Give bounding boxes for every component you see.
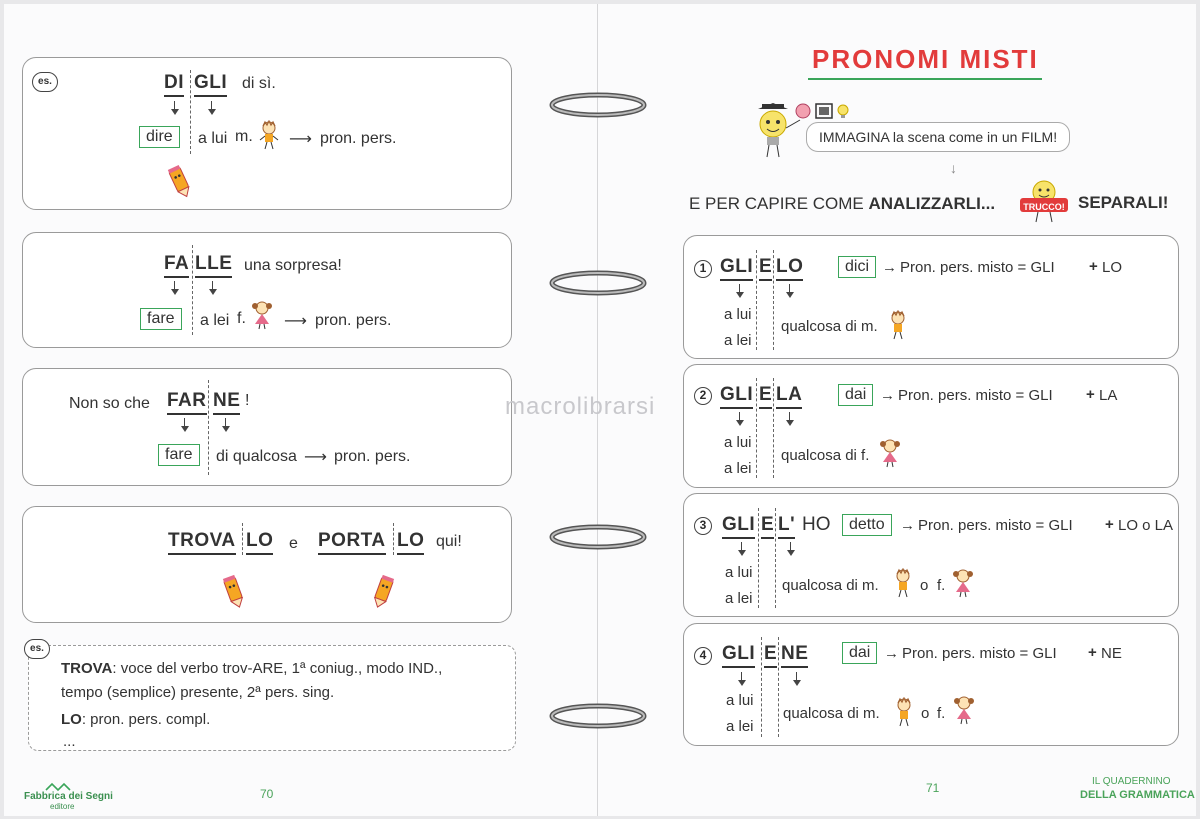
boy-icon <box>887 310 909 340</box>
trick-suffix: SEPARALI! <box>1078 193 1169 212</box>
trick-bold: ANALIZZARLI... <box>868 194 996 213</box>
gender-label: f. <box>937 705 946 722</box>
plus-sign: + <box>1089 258 1098 275</box>
arrow-down-icon <box>737 542 747 556</box>
gender-label: f. <box>237 310 246 327</box>
analysis-text: : voce del verbo trov-ARE, 1ª coniug., modo IND., <box>112 660 443 677</box>
speech-es-icon: es. <box>24 639 50 659</box>
arrow-down-icon <box>785 284 795 298</box>
analysis-line-1 <box>61 660 442 677</box>
girl-icon <box>953 695 975 725</box>
word-part: E <box>764 643 777 668</box>
publisher-sub: editore <box>50 802 75 811</box>
arrow-down-icon <box>735 284 745 298</box>
sentence-rest: di sì. <box>242 75 276 92</box>
rule-end: NE <box>1101 645 1122 662</box>
result-label: pron. pers. <box>334 448 411 465</box>
rule-end: LO o LA <box>1118 517 1174 534</box>
boy-icon <box>893 697 915 727</box>
pronoun-target: a lui <box>198 130 228 147</box>
rule-end: LA <box>1099 387 1118 404</box>
direct-object: qualcosa di m. <box>781 318 878 335</box>
arrow-right-icon: → <box>880 387 895 404</box>
divider <box>756 378 757 478</box>
example-box-trovalo <box>22 506 512 623</box>
verb-box: fare <box>140 308 182 330</box>
word-part: HO <box>802 514 831 535</box>
ring-binder-icon <box>548 524 648 550</box>
rule-desc: Pron. pers. misto = GLI <box>900 259 1055 276</box>
rule-desc: Pron. pers. misto = GLI <box>918 517 1073 534</box>
word-part: GLI <box>720 256 753 281</box>
word-part: L' <box>778 514 795 539</box>
film-icon <box>794 102 854 120</box>
result-label: pron. pers. <box>315 312 392 329</box>
word-part: E <box>759 384 772 409</box>
verb-box: fare <box>158 444 200 466</box>
pencil-mascot-icon <box>368 574 398 610</box>
indirect-2: a lei <box>724 332 752 349</box>
divider <box>190 70 191 154</box>
boy-icon <box>892 568 914 598</box>
word-part: E <box>759 256 772 281</box>
word-part: LA <box>776 384 802 409</box>
indirect-2: a lei <box>725 590 753 607</box>
word-part: LO <box>246 530 273 555</box>
direct-object: qualcosa di m. <box>783 705 880 722</box>
arrow-down-icon <box>786 542 796 556</box>
word-part: DI <box>164 72 184 97</box>
analysis-term: TROVA <box>61 660 113 677</box>
rule-end: LO <box>1102 259 1123 276</box>
arrow-right-icon: → <box>882 259 897 276</box>
word-part: GLI <box>722 643 755 668</box>
rule-box-4 <box>683 623 1179 746</box>
word-part: GLI <box>194 72 227 97</box>
word-part: FAR <box>167 390 207 415</box>
rule-box-2 <box>683 364 1179 488</box>
speech-es-icon: es. <box>32 72 58 92</box>
analysis-line-3 <box>61 711 210 728</box>
publisher-name: Fabbrica dei Segni <box>24 791 113 802</box>
analysis-ellipsis: ... <box>63 733 76 750</box>
trucco-badge-icon <box>1018 178 1070 224</box>
analysis-text: : pron. pers. compl. <box>81 711 211 728</box>
page-title: PRONOMI MISTI <box>812 44 1039 74</box>
rule-desc: Pron. pers. misto = GLI <box>898 387 1053 404</box>
word-part: LLE <box>195 253 232 278</box>
verb-box: dai <box>838 384 873 406</box>
arrow-right-icon: ⟶ <box>289 131 312 148</box>
divider <box>761 637 762 737</box>
verb-box: dai <box>842 642 877 664</box>
divider <box>773 378 774 478</box>
arrow-down-icon <box>735 412 745 426</box>
word-part: LO <box>397 530 424 555</box>
row-number: 1 <box>694 260 712 278</box>
trick-badge-label: TRUCCO! <box>1023 202 1065 212</box>
rule-desc: Pron. pers. misto = GLI <box>902 645 1057 662</box>
row-number: 4 <box>694 647 712 665</box>
analysis-line-2: tempo (semplice) presente, 2ª pers. sing. <box>61 684 335 701</box>
arrow-right-icon: ⟶ <box>304 449 327 466</box>
girl-icon <box>952 568 974 598</box>
speech-bubble: IMMAGINA la scena come in un FILM! <box>806 122 1070 152</box>
or-label: o <box>921 705 930 722</box>
divider <box>775 508 776 608</box>
arrow-right-icon: ⟶ <box>284 313 307 330</box>
arrow-down-icon <box>170 281 180 295</box>
pencil-mascot-icon <box>165 164 195 200</box>
indirect-2: a lei <box>726 718 754 735</box>
word-part: E <box>761 514 774 539</box>
pronoun-target: a lei <box>200 312 230 329</box>
example-box-falle <box>22 232 512 348</box>
arrow-down-icon <box>180 418 190 432</box>
indirect-1: a lui <box>724 306 752 323</box>
arrow-down-icon <box>170 101 180 115</box>
arrow-down-icon <box>221 418 231 432</box>
direct-object: qualcosa di f. <box>781 447 870 464</box>
divider <box>242 523 243 555</box>
arrow-right-icon: → <box>900 517 915 534</box>
verb-box: dire <box>139 126 180 148</box>
pronoun-target: di qualcosa <box>216 448 297 465</box>
page-number-left: 70 <box>260 787 274 801</box>
indirect-1: a lui <box>725 564 753 581</box>
gender-label: f. <box>937 577 946 594</box>
sentence-rest: una sorpresa! <box>244 257 342 274</box>
sentence-rest: ! <box>245 392 250 409</box>
boy-icon <box>258 120 280 150</box>
divider <box>208 380 209 475</box>
divider <box>773 250 774 350</box>
trick-line <box>689 194 995 214</box>
sentence-prefix: Non so che <box>69 395 150 412</box>
word-part: GLI <box>722 514 755 539</box>
indirect-1: a lui <box>724 434 752 451</box>
arrow-right-icon: → <box>884 645 899 662</box>
indirect-1: a lui <box>726 692 754 709</box>
verb-box: dici <box>838 256 876 278</box>
plus-sign: + <box>1105 516 1114 533</box>
word-part: NE <box>213 390 240 415</box>
row-number: 2 <box>694 387 712 405</box>
arrow-down-icon <box>207 101 217 115</box>
arrow-down-icon <box>737 672 747 686</box>
arrow-down-icon <box>208 281 218 295</box>
plus-sign: + <box>1088 644 1097 661</box>
divider <box>756 250 757 350</box>
series-title-line-2: DELLA GRAMMATICA <box>1080 789 1195 801</box>
row-number: 3 <box>694 517 712 535</box>
ring-binder-icon <box>548 270 648 296</box>
watermark: macrolibrarsi <box>505 393 656 420</box>
trick-prefix: E PER CAPIRE COME <box>689 194 864 213</box>
rule-box-1 <box>683 235 1179 359</box>
girl-icon <box>879 438 901 468</box>
ring-binder-icon <box>548 703 648 729</box>
indirect-2: a lei <box>724 460 752 477</box>
word-part: GLI <box>720 384 753 409</box>
result-label: pron. pers. <box>320 130 397 147</box>
girl-icon <box>251 300 273 330</box>
title-underline <box>808 78 1042 80</box>
ring-binder-icon <box>548 92 648 118</box>
gender-label: m. <box>235 128 253 145</box>
arrow-down-icon <box>792 672 802 686</box>
conjunction: e <box>289 535 298 552</box>
pencil-mascot-icon <box>219 574 249 610</box>
or-label: o <box>920 577 929 594</box>
word-part: PORTA <box>318 530 386 555</box>
sentence-rest: qui! <box>436 533 462 550</box>
word-part: NE <box>781 643 808 668</box>
page-number-right: 71 <box>926 781 940 795</box>
word-part: FA <box>164 253 189 278</box>
divider <box>192 245 193 335</box>
series-title-line-1: IL QUADERNINO <box>1092 776 1171 787</box>
divider <box>758 508 759 608</box>
divider <box>393 523 394 555</box>
example-box-farne <box>22 368 512 486</box>
word-part: TROVA <box>168 530 236 555</box>
analysis-term: LO <box>61 711 82 728</box>
word-part: LO <box>776 256 803 281</box>
verb-box: detto <box>842 514 892 536</box>
arrow-down-icon: ↓ <box>950 160 957 176</box>
divider <box>778 637 779 737</box>
plus-sign: + <box>1086 386 1095 403</box>
arrow-down-icon <box>785 412 795 426</box>
direct-object: qualcosa di m. <box>782 577 879 594</box>
